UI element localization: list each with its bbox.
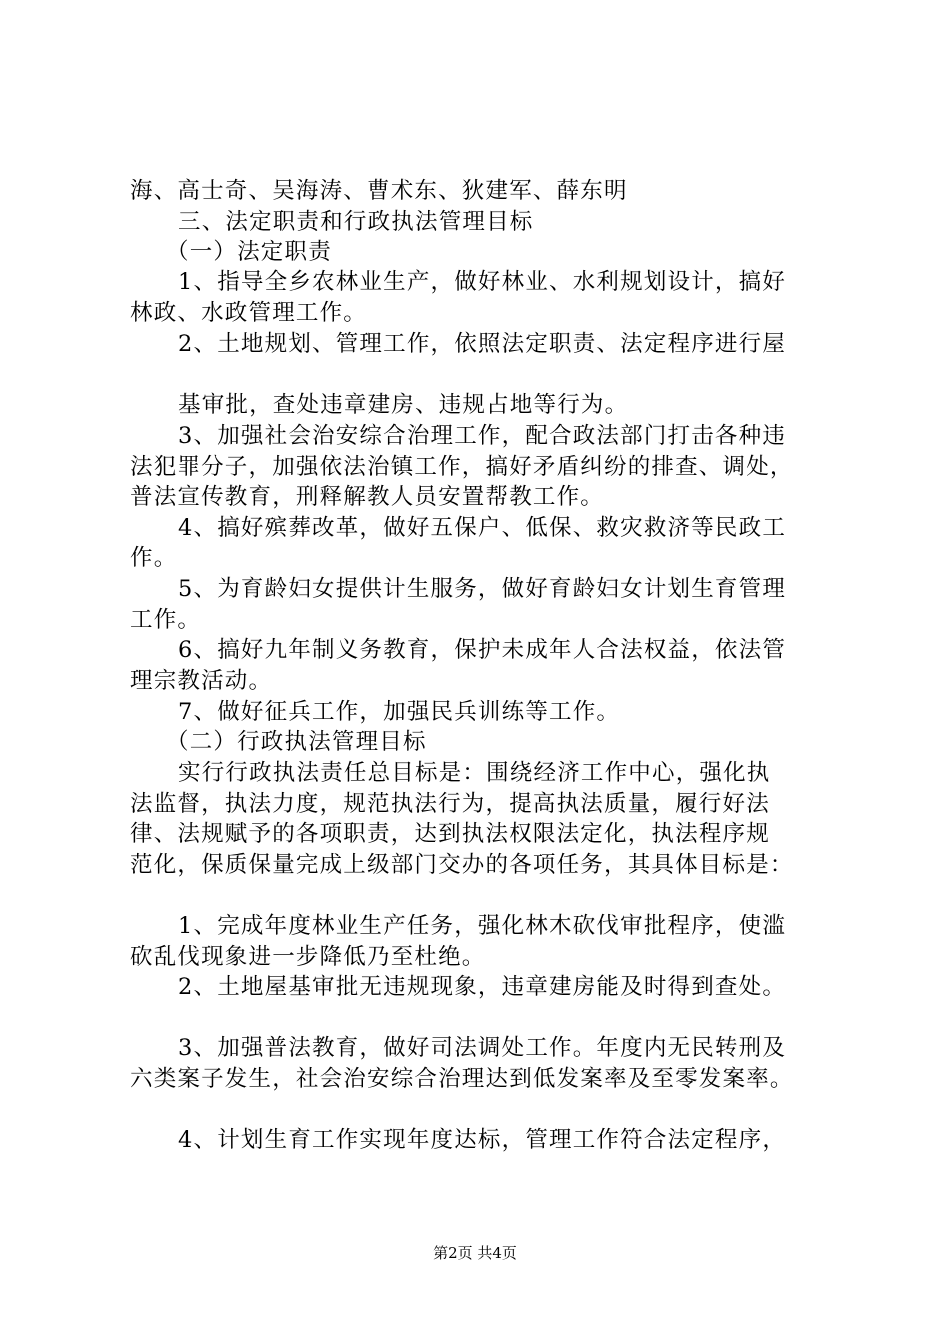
text-line-16: 理宗教活动。 [130,668,273,694]
text-line-28: 4、计划生育工作实现年度达标，管理工作符合法定程序， [178,1127,787,1153]
subsection-heading-1: （一）法定职责 [166,239,332,265]
text-line-27: 六类案子发生，社会治安综合治理达到低发案率及至零发案率。 [130,1066,794,1092]
text-line-15: 6、搞好九年制义务教育，保护未成年人合法权益，依法管 [178,637,787,663]
text-line-6: 2、土地规划、管理工作，依照法定职责、法定程序进行屋 [178,331,787,357]
subsection-heading-2: （二）行政执法管理目标 [166,729,427,755]
text-line-23: 1、完成年度林业生产任务，强化林木砍伐审批程序，使滥 [178,913,787,939]
text-line-7: 基审批，查处违章建房、违规占地等行为。 [178,392,629,418]
text-line-14: 工作。 [130,607,202,633]
text-line-12: 作。 [130,545,178,571]
text-line-8: 3、加强社会治安综合治理工作，配合政法部门打击各种违 [178,423,787,449]
text-line-25: 2、土地屋基审批无违规现象，违章建房能及时得到查处。 [178,974,787,1000]
text-line-21: 律、法规赋予的各项职责，达到执法权限法定化，执法程序规 [130,821,770,847]
section-heading-3: 三、法定职责和行政执法管理目标 [178,209,534,235]
text-line-24: 砍乱伐现象进一步降低乃至杜绝。 [130,944,486,970]
text-line-26: 3、加强普法教育，做好司法调处工作。年度内无民转刑及 [178,1035,787,1061]
page-footer: 第2页 共4页 [433,1244,517,1262]
text-line-4: 1、指导全乡农林业生产，做好林业、水利规划设计，搞好 [178,269,787,295]
text-line-19: 实行行政执法责任总目标是：围绕经济工作中心，强化执 [178,760,771,786]
text-line-11: 4、搞好殡葬改革，做好五保户、低保、救灾救济等民政工 [178,515,787,541]
text-line-5: 林政、水政管理工作。 [130,300,368,326]
text-line-10: 普法宣传教育，刑释解教人员安置帮教工作。 [130,484,605,510]
text-line-1: 海、高士奇、吴海涛、曹术东、狄建军、薛东明 [130,178,628,204]
text-line-22: 范化，保质保量完成上级部门交办的各项任务，其具体目标是： [130,852,794,878]
text-line-20: 法监督，执法力度，规范执法行为，提高执法质量，履行好法 [130,791,770,817]
text-line-17: 7、做好征兵工作，加强民兵训练等工作。 [178,699,621,725]
text-line-9: 法犯罪分子，加强依法治镇工作，搞好矛盾纠纷的排查、调处， [130,454,794,480]
text-line-13: 5、为育龄妇女提供计生服务，做好育龄妇女计划生育管理 [178,576,787,602]
